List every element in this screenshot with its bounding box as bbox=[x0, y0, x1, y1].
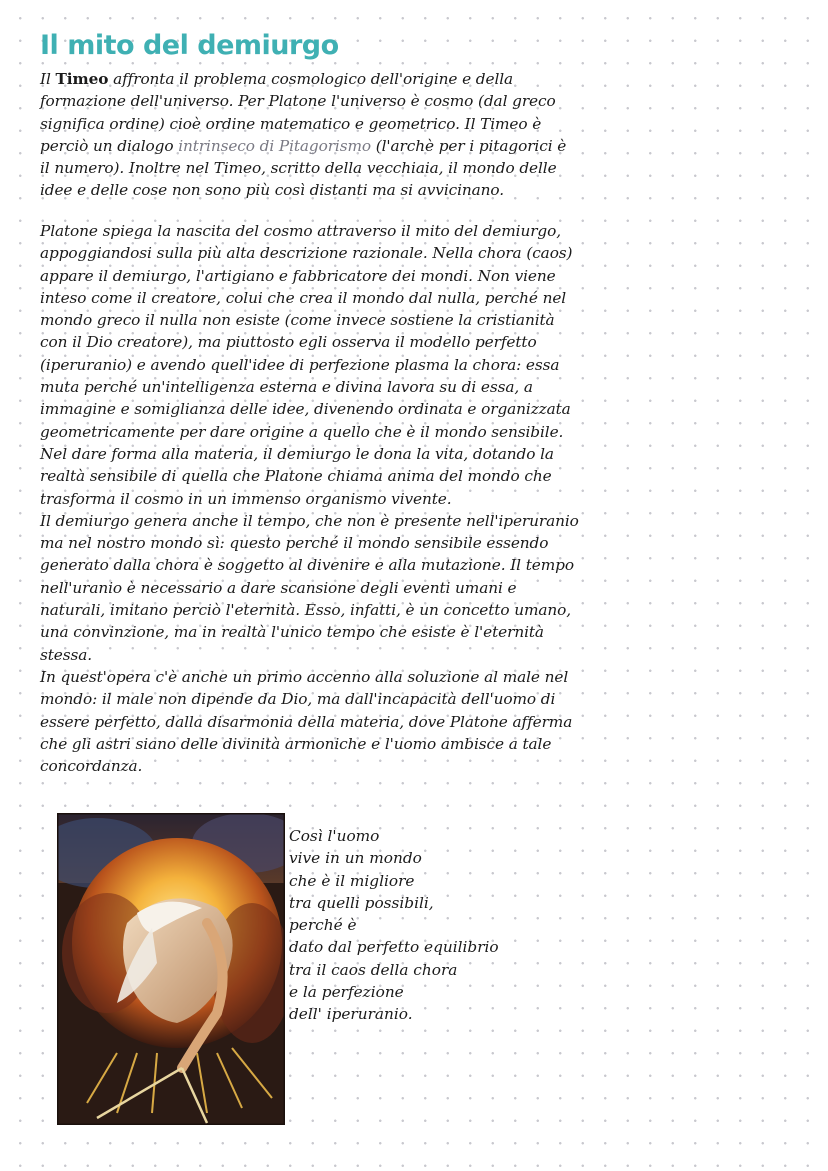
painting-illustration bbox=[57, 813, 285, 1125]
text-line: ma nel nostro mondo sì: questo perché il mondo sensibile essendo bbox=[40, 534, 549, 553]
caption-line: perché è bbox=[289, 916, 357, 935]
text-line: stessa. bbox=[40, 645, 93, 664]
text-line: nell'uranio è necessario a dare scansione degli eventi umani e bbox=[40, 578, 517, 597]
intro-paragraph bbox=[40, 68, 800, 202]
text-line: mondo: il male non dipende da Dio, ma dall'incapacità dell'uomo di bbox=[40, 690, 556, 709]
text-line: muta perché un'intelligenza esterna e divina lavora su di essa, a bbox=[40, 378, 533, 397]
text-line: immagine e somiglianza delle idee, divenendo ordinata e organizzata bbox=[40, 400, 571, 419]
text-line: Platone spiega la nascita del cosmo attraverso il mito del demiurgo, bbox=[40, 222, 561, 240]
text-line: appoggiandosi sulla più alta descrizione razionale. Nella chora (caos) bbox=[40, 244, 573, 263]
text-line: geometricamente per dare origine a quello che è il mondo sensibile. bbox=[40, 422, 564, 441]
text-line: con il Dio creatore), ma piuttosto egli osserva il modello perfetto bbox=[40, 333, 537, 352]
text-line: naturali, imitano perciò l'eternità. Esso, infatti, è un concetto umano, bbox=[40, 601, 572, 620]
text-line: idee e delle cose non sono più così distanti ma si avvicinano. bbox=[40, 181, 505, 200]
caption-line: Così l'uomo bbox=[289, 827, 380, 845]
ancient-of-days-painting bbox=[57, 813, 285, 1125]
painting-caption bbox=[289, 825, 499, 1026]
text-line: In quest'opera c'è anche un primo accenno alla soluzione al male nel bbox=[40, 667, 569, 686]
text-line: appare il demiurgo, l'artigiano e fabbricatore dei mondi. Non viene bbox=[40, 266, 556, 285]
text-line: Il Timeo affronta il problema cosmologico dell'origine e della bbox=[40, 70, 514, 88]
highlighted-phrase: intrinseco di Pitagorismo bbox=[178, 136, 371, 155]
text-line: inteso come il creatore, colui che crea il mondo dal nulla, perché nel bbox=[40, 288, 567, 307]
main-paragraph bbox=[40, 220, 800, 777]
text-line: (iperuranio) e avendo quell'idee di perfezione plasma la chora: essa bbox=[40, 355, 560, 374]
caption-line: vive in un mondo bbox=[289, 849, 422, 868]
timeo-keyword: Timeo bbox=[55, 70, 109, 88]
text-line: Nel dare forma alla materia, il demiurgo le dona la vita, dotando la bbox=[40, 444, 554, 463]
text-line: trasforma il cosmo in un immenso organismo vivente. bbox=[40, 489, 452, 508]
caption-line: e la perfezione bbox=[289, 983, 404, 1002]
text-line: generato dalla chora è soggetto al divenire e alla mutazione. Il tempo bbox=[40, 556, 574, 575]
caption-line: che è il migliore bbox=[289, 871, 415, 890]
text-line: formazione dell'universo. Per Platone l'universo è cosmo (dal greco bbox=[40, 92, 556, 111]
text-line: che gli astri siano delle divinità armoniche e l'uomo ambisce a tale bbox=[40, 734, 552, 753]
text-line: significa ordine) cioè ordine matematico e geometrico. Il Timeo è bbox=[40, 114, 542, 133]
text-line: Il demiurgo genera anche il tempo, che non è presente nell'iperuranio bbox=[40, 511, 579, 530]
text-line: perciò un dialogo intrinseco di Pitagorismo (l'archè per i pitagorici è bbox=[40, 136, 567, 155]
caption-line: tra il caos della chora bbox=[289, 960, 458, 979]
caption-line: tra quelli possibili, bbox=[289, 893, 434, 912]
text-line: il numero). Inoltre nel Timeo, scritto della vecchiaia, il mondo delle bbox=[40, 159, 557, 178]
text-line: mondo greco il nulla non esiste (come invece sostiene la cristianità bbox=[40, 311, 555, 330]
text-line: essere perfetto, dalla disarmonia della materia, dove Platone afferma bbox=[40, 712, 573, 731]
caption-line: dato dal perfetto equilibrio bbox=[289, 938, 499, 957]
caption-line: dell' iperuranio. bbox=[289, 1005, 413, 1024]
text-line: concordanza. bbox=[40, 757, 143, 776]
text-line: realtà sensibile di quella che Platone chiama anima del mondo che bbox=[40, 467, 552, 486]
page-title: Il mito del demiurgo bbox=[40, 30, 339, 61]
text-line: una convinzione, ma in realtà l'unico tempo che esiste è l'eternità bbox=[40, 623, 544, 642]
